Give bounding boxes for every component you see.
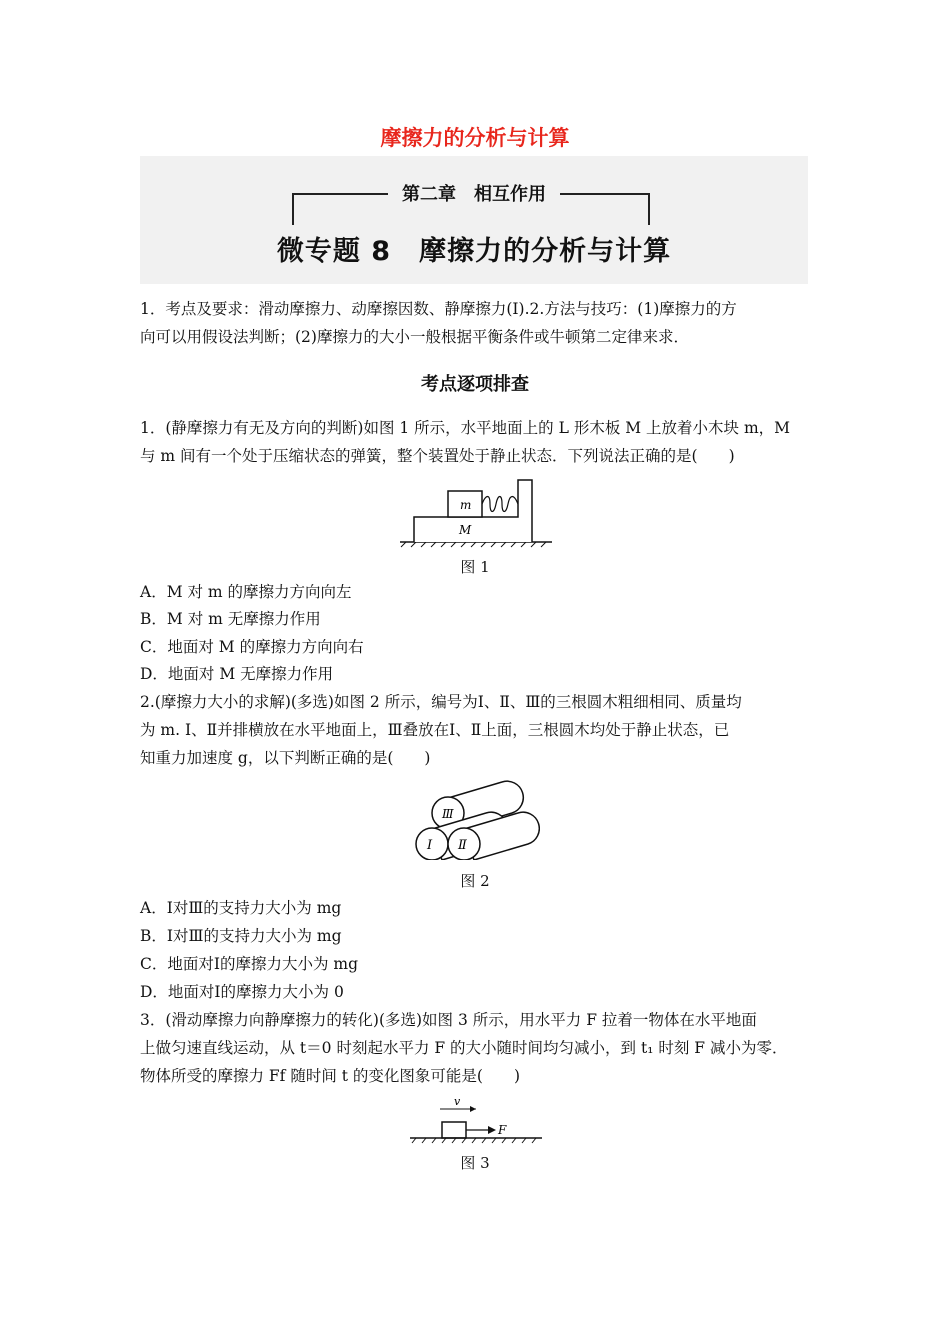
question-line: 物体所受的摩擦力 Ff 随时间 t 的变化图象可能是( ) [140, 1067, 521, 1085]
figure-2-caption: 图 2 [460, 872, 490, 890]
chapter-heading [140, 180, 808, 206]
block-label-m: m [460, 498, 472, 512]
q2-option-d: D．地面对Ⅰ的摩擦力大小为 0 [140, 983, 344, 1001]
velocity-label-v: v [454, 1095, 461, 1108]
figure-2-logs [410, 776, 540, 860]
log-label-I: Ⅰ [427, 838, 433, 853]
question-line: 1．(静摩擦力有无及方向的判断)如图 1 所示，水平地面上的 L 形木板 M 上放着小木块 m，M [140, 419, 791, 437]
figure-3-block-force [408, 1094, 544, 1146]
q1-option-c: C．地面对 M 的摩擦力方向向右 [140, 638, 364, 656]
question-line: 与 m 间有一个处于压缩状态的弹簧，整个装置处于静止状态．下列说法正确的是( ) [140, 447, 735, 465]
log-label-II: Ⅱ [458, 838, 467, 853]
q2-option-a: A．Ⅰ对Ⅲ的支持力大小为 mg [140, 899, 342, 917]
question-line: 3．(滑动摩擦力向静摩擦力的转化)(多选)如图 3 所示，用水平力 F 拉着一物体在水平地面 [140, 1011, 757, 1029]
chapter-banner [140, 156, 808, 284]
question-line: 知重力加速度 g，以下判断正确的是( ) [140, 749, 431, 767]
question-1-stem [140, 414, 820, 470]
force-label-F: F [498, 1123, 507, 1137]
topic-heading: 微专题 8 摩擦力的分析与计算 [276, 236, 672, 267]
figure-1-block-spring [396, 472, 556, 548]
q1-option-d: D．地面对 M 无摩擦力作用 [140, 665, 334, 683]
document-title: 摩擦力的分析与计算 [380, 126, 570, 150]
question-line: 2.(摩擦力大小的求解)(多选)如图 2 所示，编号为Ⅰ、Ⅱ、Ⅲ的三根圆木粗细相同、质量均 [140, 693, 742, 711]
intro-line: 1．考点及要求：滑动摩擦力、动摩擦因数、静摩擦力(Ⅰ).2.方法与技巧：(1)摩擦力的方 [140, 300, 737, 318]
intro-line: 向可以用假设法判断；(2)摩擦力的大小一般根据平衡条件或牛顿第二定律来求． [140, 328, 689, 346]
q2-option-c: C．地面对Ⅰ的摩擦力大小为 mg [140, 955, 359, 973]
intro-paragraph [140, 295, 820, 351]
board-label-M: M [459, 523, 472, 537]
question-line: 为 m. Ⅰ、Ⅱ并排横放在水平地面上，Ⅲ叠放在Ⅰ、Ⅱ上面，三根圆木均处于静止状态，已 [140, 721, 730, 739]
figure-1-caption: 图 1 [460, 558, 490, 576]
section-heading: 考点逐项排查 [421, 374, 529, 395]
question-line: 上做匀速直线运动，从 t＝0 时刻起水平力 F 的大小随时间均匀减小，到 t₁ 时刻 F 减小为零． [140, 1039, 788, 1057]
chapter-label: 第二章 相互作用 [388, 184, 560, 205]
figure-3-caption: 图 3 [460, 1154, 490, 1172]
q2-option-b: B．Ⅰ对Ⅲ的支持力大小为 mg [140, 927, 342, 945]
question-3-stem [140, 1006, 820, 1090]
log-label-III: Ⅲ [442, 807, 454, 821]
q1-option-b: B．M 对 m 无摩擦力作用 [140, 610, 321, 628]
question-2-stem [140, 688, 820, 772]
q1-option-a: A．M 对 m 的摩擦力方向向左 [140, 583, 352, 601]
